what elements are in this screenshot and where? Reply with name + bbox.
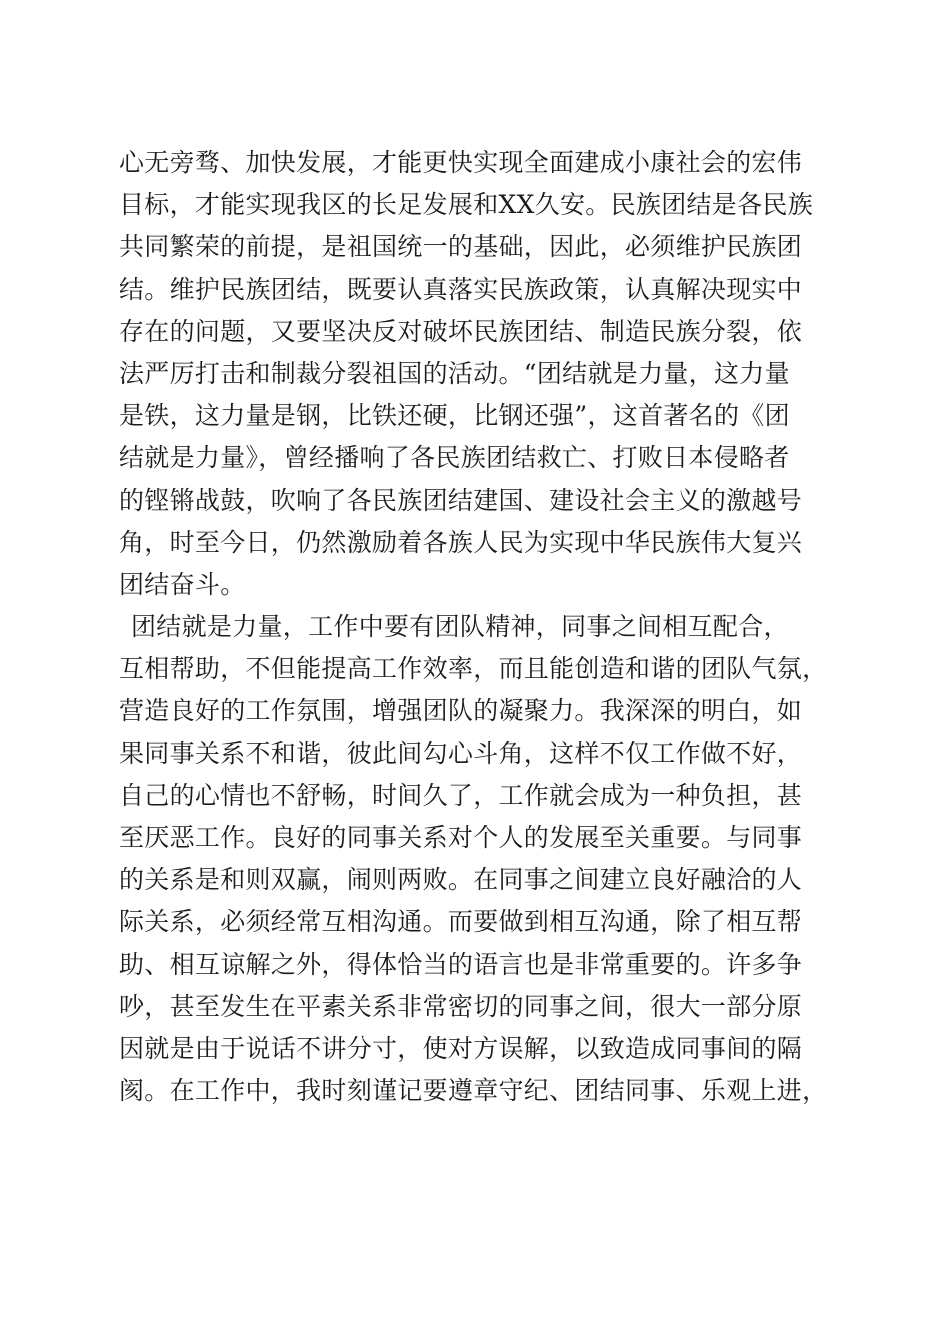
text-line: 的铿锵战鼓，吹响了各民族团结建国、建设社会主义的激越号 xyxy=(119,485,803,515)
text-line: 存在的问题，又要坚决反对破坏民族团结、制造民族分裂，依 xyxy=(119,316,803,346)
text-line: 助、相互谅解之外，得体恰当的语言也是非常重要的。许多争 xyxy=(119,949,803,979)
text-line: 角，时至今日，仍然激励着各族人民为实现中华民族伟大复兴 xyxy=(119,527,803,557)
text-line: 营造良好的工作氛围，增强团队的凝聚力。我深深的明白，如 xyxy=(119,696,803,726)
text-line: 因就是由于说话不讲分寸，使对方误解，以致造成同事间的隔 xyxy=(119,1033,803,1063)
document-body xyxy=(119,142,839,1112)
text-line: 心无旁骛、加快发展，才能更快实现全面建成小康社会的宏伟 xyxy=(119,148,803,177)
text-line: 际关系，必须经常互相沟通。而要做到相互沟通，除了相互帮 xyxy=(119,907,803,937)
text-line: 至厌恶工作。良好的同事关系对个人的发展至关重要。与同事 xyxy=(119,823,803,852)
text-line: 的关系是和则双赢，闹则两败。在同事之间建立良好融洽的人 xyxy=(119,865,803,895)
text-line: 互相帮助，不但能提高工作效率，而且能创造和谐的团队气氛， xyxy=(119,654,828,684)
text-line: 果同事关系不和谐，彼此间勾心斗角，这样不仅工作做不好， xyxy=(119,738,803,768)
text-line: 共同繁荣的前提，是祖国统一的基础，因此，必须维护民族团 xyxy=(119,232,803,262)
text-line: 阂。在工作中，我时刻谨记要遵章守纪、团结同事、乐观上进， xyxy=(119,1076,828,1106)
text-line: 结。维护民族团结，既要认真落实民族政策，认真解决现实中 xyxy=(119,274,803,304)
paragraph-first-line: 团结就是力量，工作中要有团队精神，同事之间相互配合， xyxy=(131,612,789,642)
text-line: 团结奋斗。 xyxy=(119,569,246,599)
text-line: 结就是力量》，曾经播响了各民族团结救亡、打败日本侵略者 xyxy=(119,443,790,473)
text-line: 自己的心情也不舒畅，时间久了，工作就会成为一种负担，甚 xyxy=(119,780,803,810)
text-line: 是铁，这力量是钢，比铁还硬，比钢还强”，这首著名的《团 xyxy=(119,401,790,431)
text-line: 目标，才能实现我区的长足发展和XX久安。民族团结是各民族 xyxy=(119,190,813,220)
text-line: 吵，甚至发生在平素关系非常密切的同事之间，很大一部分原 xyxy=(119,991,803,1021)
text-line: 法严厉打击和制裁分裂祖国的活动。“团结就是力量，这力量 xyxy=(119,358,790,388)
